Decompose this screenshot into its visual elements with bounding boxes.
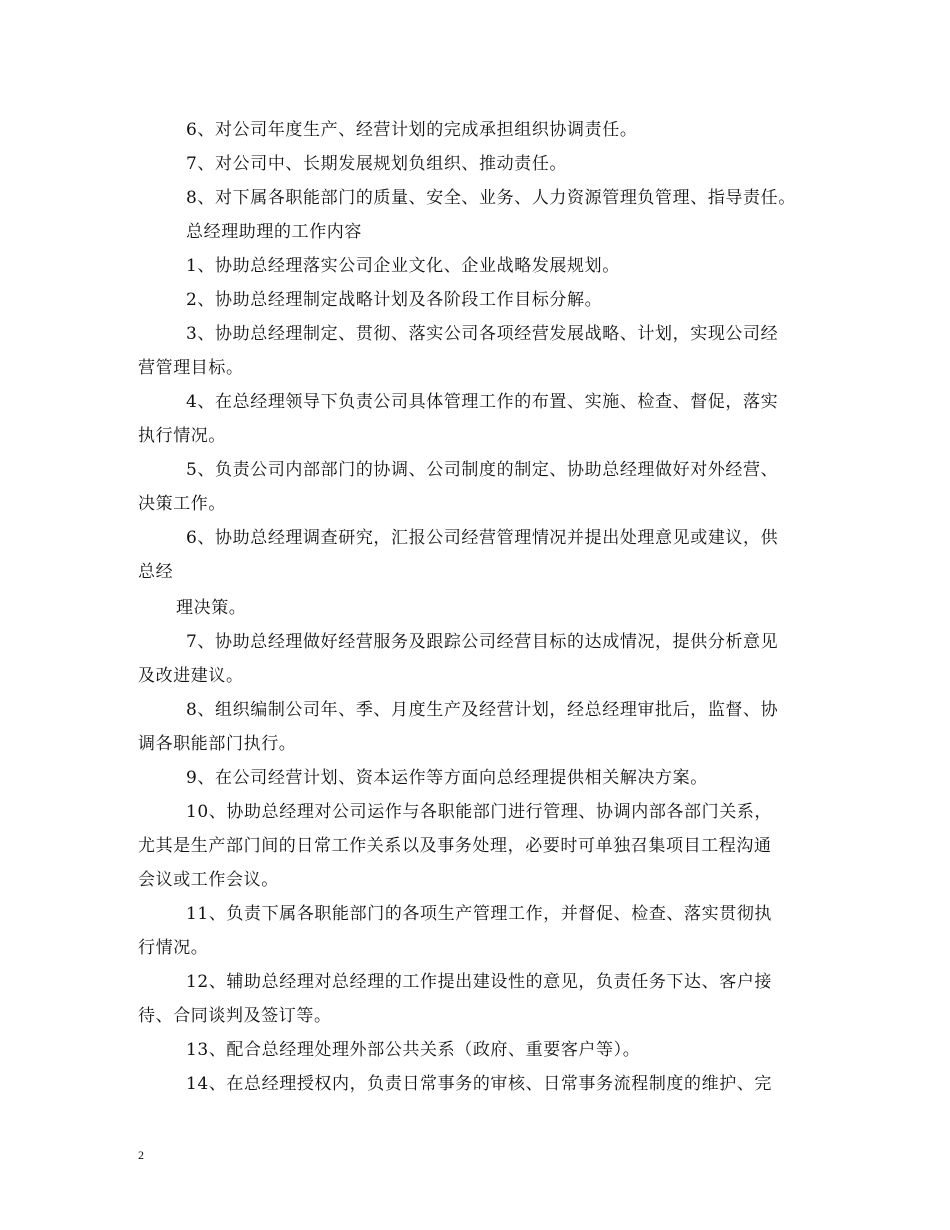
text-line: 14、在总经理授权内，负责日常事务的审核、日常事务流程制度的维护、完	[186, 1074, 773, 1094]
text-line: 13、配合总经理处理外部公共关系（政府、重要客户等）。	[186, 1040, 641, 1060]
text-line: 8、组织编制公司年、季、月度生产及经营计划，经总经理审批后，监督、协	[186, 700, 779, 720]
section-heading: 总经理助理的工作内容	[186, 222, 362, 242]
text-line: 9、在公司经营计划、资本运作等方面向总经理提供相关解决方案。	[186, 768, 708, 788]
text-line: 调各职能部门执行。	[138, 734, 297, 754]
page-number: 2	[138, 1148, 144, 1162]
text-line: 4、在总经理领导下负责公司具体管理工作的布置、实施、检查、督促，落实	[186, 392, 779, 412]
text-line: 11、负责下属各职能部门的各项生产管理工作，并督促、检查、落实贯彻执	[186, 904, 773, 924]
text-line: 6、对公司年度生产、经营计划的完成承担组织协调责任。	[186, 120, 638, 140]
text-line: 10、协助总经理对公司运作与各职能部门进行管理、协调内部各部门关系，	[186, 802, 773, 822]
text-line: 营管理目标。	[138, 358, 244, 378]
text-line: 待、合同谈判及签订等。	[138, 1006, 332, 1026]
text-line: 7、对公司中、长期发展规划负组织、推动责任。	[186, 154, 568, 174]
text-line: 1、协助总经理落实公司企业文化、企业战略发展规划。	[186, 256, 620, 276]
text-line: 5、负责公司内部部门的协调、公司制度的制定、协助总经理做好对外经营、	[186, 460, 779, 480]
text-line: 尤其是生产部门间的日常工作关系以及事务处理，必要时可单独召集项目工程沟通	[138, 836, 772, 856]
text-line: 7、协助总经理做好经营服务及跟踪公司经营目标的达成情况，提供分析意见	[186, 632, 779, 652]
text-line: 8、对下属各职能部门的质量、安全、业务、人力资源管理负管理、指导责任。	[186, 188, 796, 208]
text-line: 6、协助总经理调查研究，汇报公司经营管理情况并提出处理意见或建议，供	[186, 528, 779, 548]
text-line: 理决策。	[176, 598, 247, 618]
text-line: 行情况。	[138, 938, 209, 958]
text-line: 3、协助总经理制定、贯彻、落实公司各项经营发展战略、计划，实现公司经	[186, 324, 779, 344]
text-line: 执行情况。	[138, 426, 226, 446]
text-line: 会议或工作会议。	[138, 870, 279, 890]
text-line: 及改进建议。	[138, 666, 244, 686]
text-line: 总经	[138, 562, 174, 582]
text-line: 决策工作。	[138, 494, 226, 514]
text-line: 12、辅助总经理对总经理的工作提出建设性的意见，负责任务下达、客户接	[186, 972, 773, 992]
text-line: 2、协助总经理制定战略计划及各阶段工作目标分解。	[186, 290, 603, 310]
